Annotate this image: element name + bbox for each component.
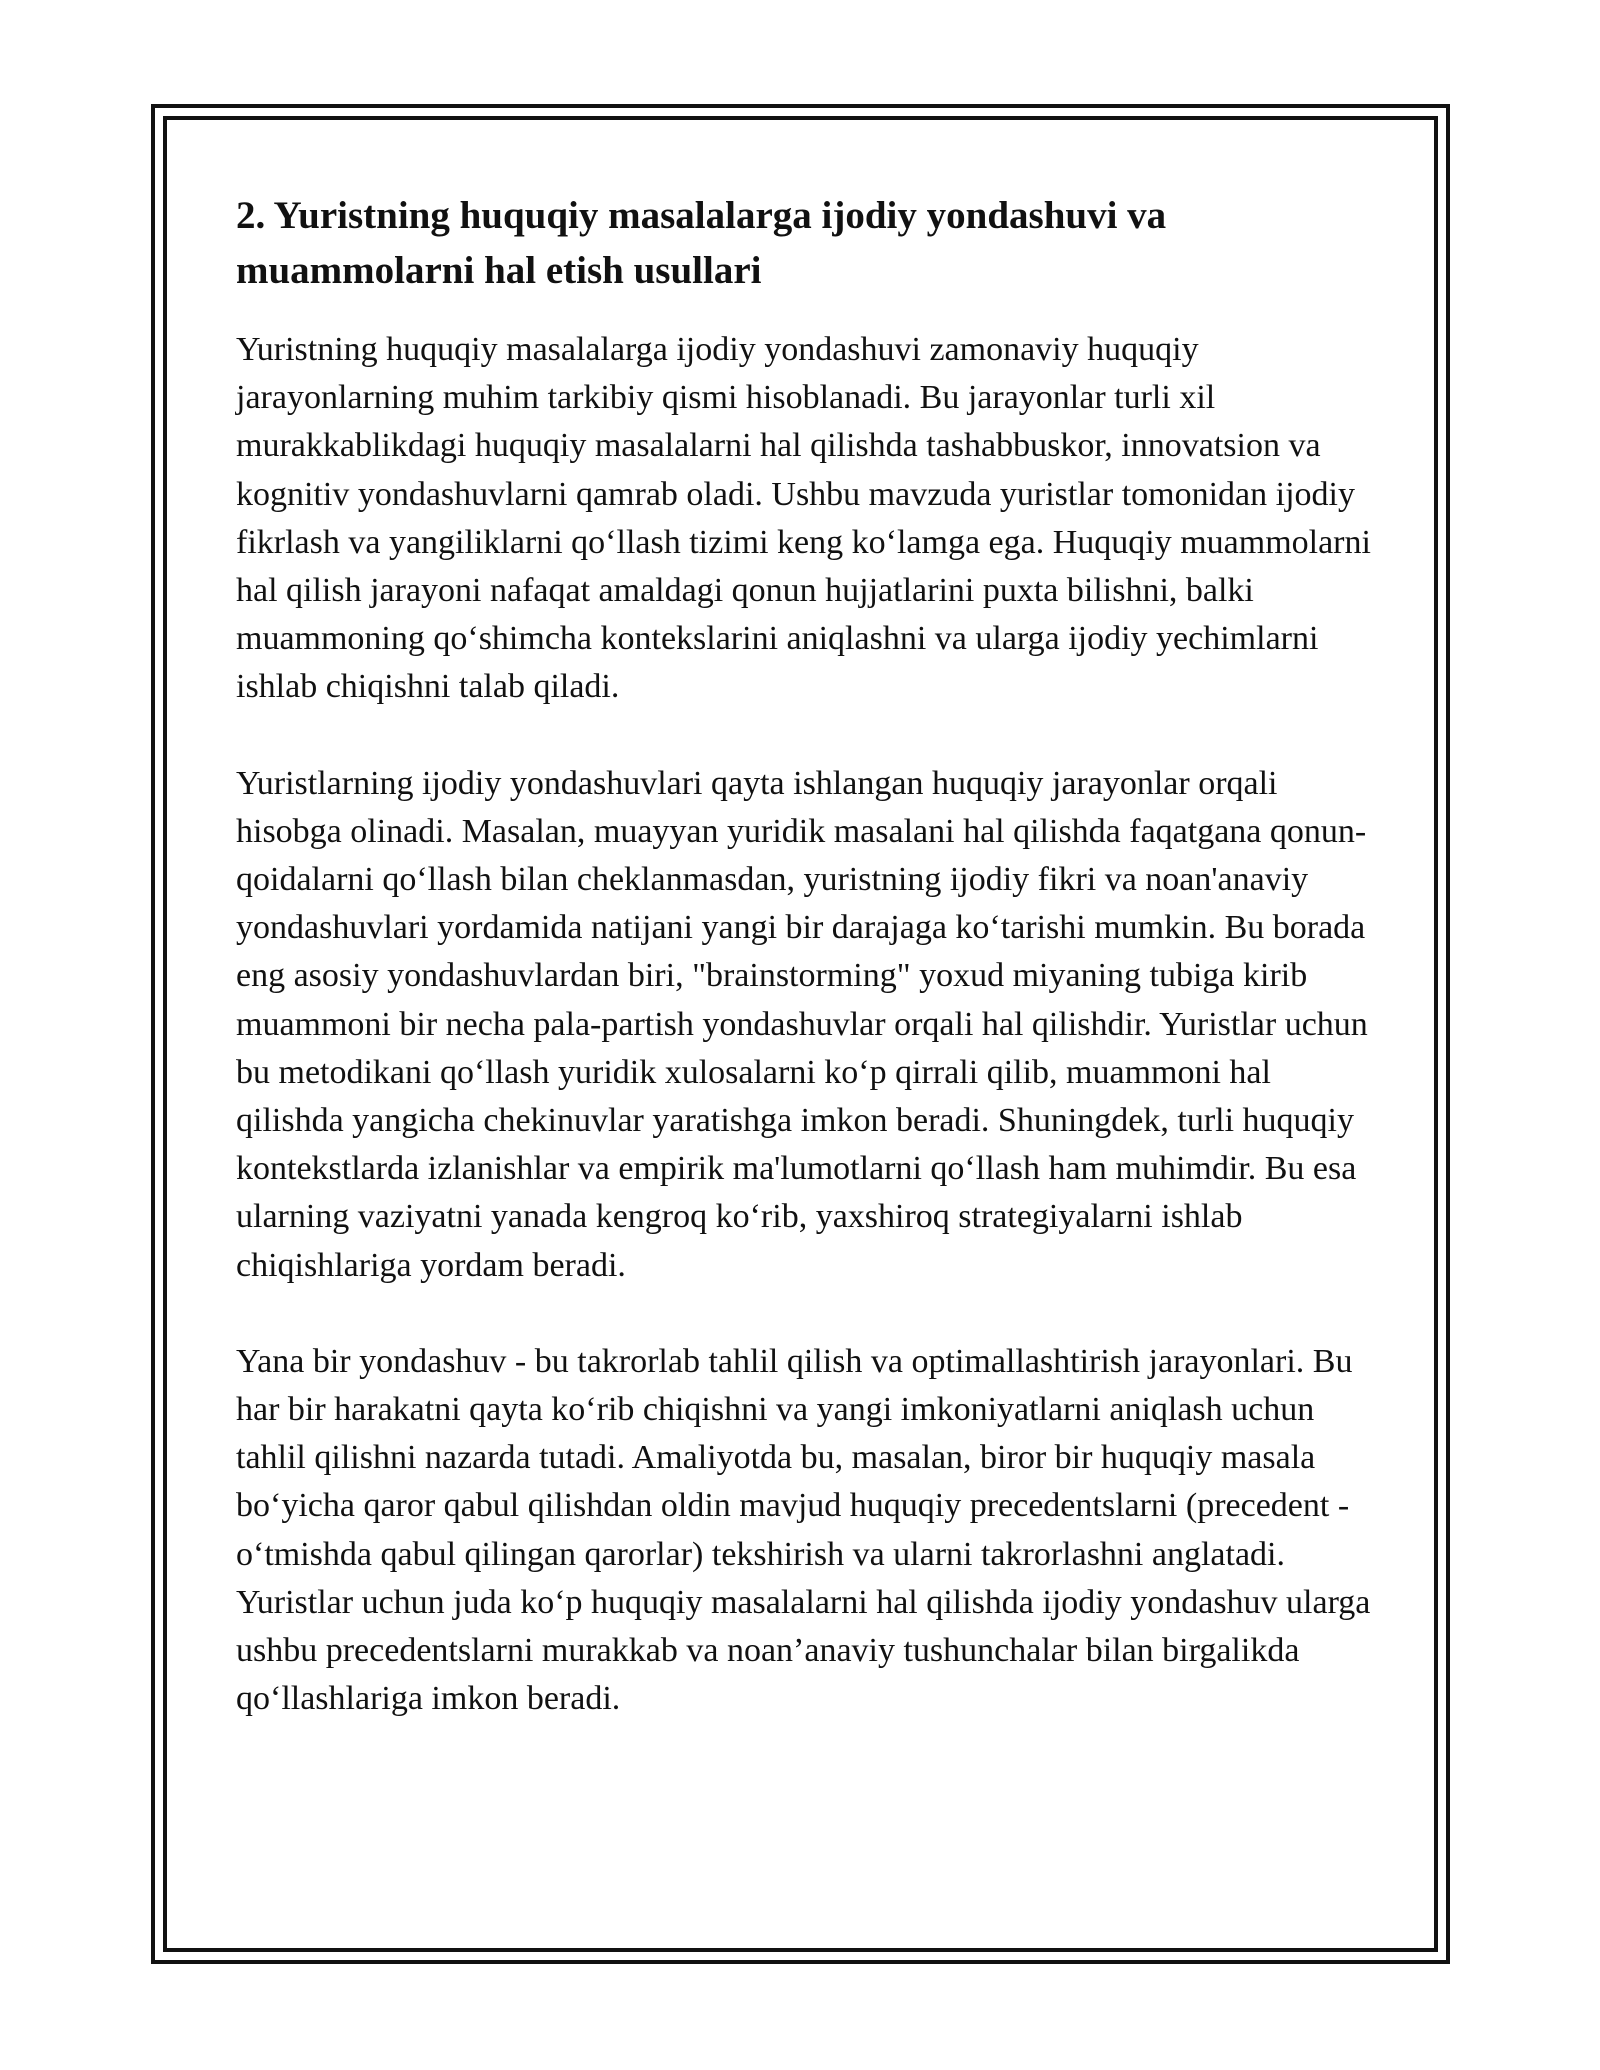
document-body (236, 188, 1376, 1771)
paragraph-3: Yana bir yondashuv - bu takrorlab tahlil qilish va optimallashtirish jarayonlari. Bu har bir harakatni qayta ko‘rib chiqishni va yangi imkoniyatlarni aniqlash uchun tahlil qilishni nazarda tutadi. Amaliyotda bu, masalan, biror bir huquqiy masala bo‘yicha qaror qabul qilishdan oldin mavjud huquqiy precedentslarni (precedent - o‘tmishda qabul qilingan qarorlar) tekshirish va ularni takrorlashni anglatadi. Yuristlar uchun juda ko‘p huquqiy masalalarni hal qilishda ijodiy yondashuv ularga ushbu precedentslarni murakkab va noan’anaviy tushunchalar bilan birgalikda qo‘llashlariga imkon beradi. (236, 1342, 1371, 1718)
paragraph-1: Yuristning huquqiy masalalarga ijodiy yondashuvi zamonaviy huquqiy jarayonlarning muhim tarkibiy qismi hisoblanadi. Bu jarayonlar turli xil murakkablikdagi huquqiy masalalarni hal qilishda tashabbuskor, innovatsion va kognitiv yondashuvlarni qamrab oladi. Ushbu mavzuda yuristlar tomonidan ijodiy fikrlash va yangiliklarni qo‘llash tizimi keng ko‘lamga ega. Huquqiy muammolarni hal qilish jarayoni nafaqat amaldagi qonun hujjatlarini puxta bilishni, balki muammoning qo‘shimcha kontekslarini aniqlashni va ularga ijodiy yechimlarni ishlab chiqishni talab qiladi. (236, 331, 1371, 706)
section-heading: 2. Yuristning huquqiy masalalarga ijodiy yondashuvi va muammolarni hal etish usullari (236, 194, 1167, 292)
paragraph-2: Yuristlarning ijodiy yondashuvlari qayta ishlangan huquqiy jarayonlar orqali hisobga olinadi. Masalan, muayyan yuridik masalani hal qilishda faqatgana qonun-qoidalarni qo‘llash bilan cheklanmasdan, yuristning ijodiy fikri va noan'anaviy yondashuvlari yordamida natijani yangi bir darajaga ko‘tarishi mumkin. Bu borada eng asosiy yondashuvlardan biri, "brainstorming" yoxud miyaning tubiga kirib muammoni bir necha pala-partish yondashuvlar orqali hal qilishdir. Yuristlar uchun bu metodikani qo‘llash yuridik xulosalarni ko‘p qirrali qilib, muammoni hal qilishda yangicha chekinuvlar yaratishga imkon beradi. Shuningdek, turli huquqiy kontekstlarda izlanishlar va empirik ma'lumotlarni qo‘llash ham muhimdir. Bu esa ularning vaziyatni yanada kengroq ko‘rib, yaxshiroq strategiyalarni ishlab chiqishlariga yordam beradi. (236, 764, 1368, 1284)
